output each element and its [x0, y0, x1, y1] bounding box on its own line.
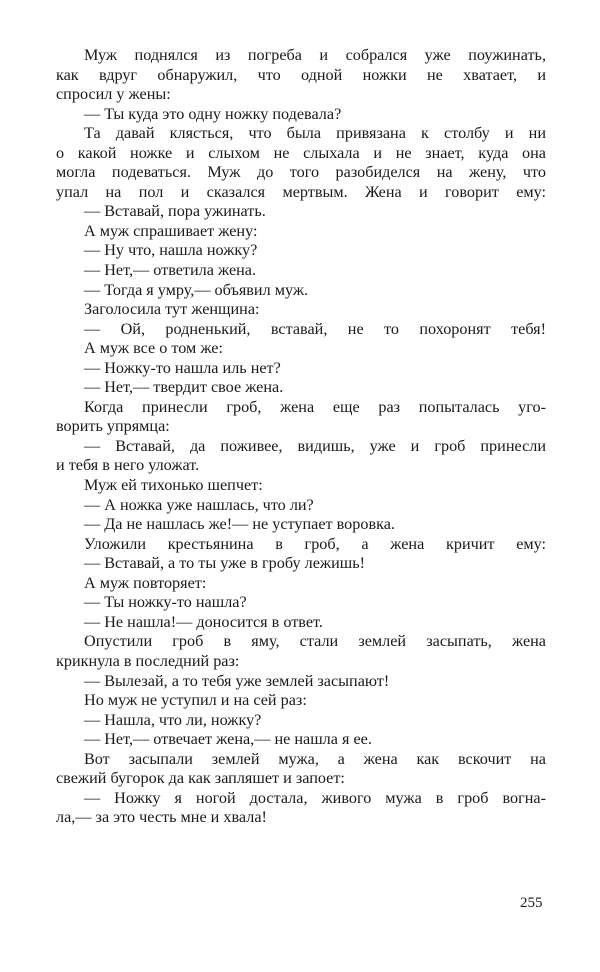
- text-line: и тебя в него уложат.: [56, 456, 200, 475]
- text-line: Когда принесли гроб, жена еще раз попыталась уго-: [84, 397, 546, 416]
- text-line: Уложили крестьянина в гроб, а жена кричит ему:: [84, 534, 546, 553]
- text-line: Вот засыпали землей мужа, а жена как вскочит на: [84, 749, 546, 768]
- text-line: свежий бугорок да как запляшет и запоет:: [56, 769, 345, 788]
- text-line: — Тогда я умру,— объявил муж.: [84, 280, 309, 299]
- text-line: о какой ножке и слыхом не слыхала и не знает, куда она: [56, 143, 546, 162]
- text-line: — Ну что, нашла ножку?: [84, 241, 258, 260]
- page-number: 255: [520, 895, 543, 911]
- text-line: — Нет,— ответила жена.: [84, 261, 257, 280]
- text-line: Заголосила тут женщина:: [84, 300, 260, 319]
- text-line: Та давай клясться, что была привязана к столбу и ни: [84, 124, 546, 143]
- text-line: упал на пол и сказался мертвым. Жена и говорит ему:: [56, 182, 546, 201]
- text-line: ла,— за это честь мне и хвала!: [56, 808, 267, 827]
- text-line: — Нет,— твердит свое жена.: [84, 378, 284, 397]
- text-line: как вдруг обнаружил, что одной ножки не хватает, и: [56, 65, 546, 84]
- text-line: А муж все о том же:: [84, 339, 223, 358]
- text-line: А муж повторяет:: [84, 573, 207, 592]
- text-line: Опустили гроб в яму, стали землей засыпать, жена: [84, 632, 546, 651]
- text-line: — Вставай, а то ты уже в гробу лежишь!: [84, 554, 365, 573]
- page-body: [56, 46, 546, 828]
- text-line: — Да не нашлась же!— не уступает воровка.: [84, 515, 395, 534]
- text-line: — Ты куда это одну ножку подевала?: [84, 104, 342, 123]
- text-line: могла подеваться. Муж до того разобиделся на жену, что: [56, 163, 546, 182]
- text-line: — Не нашла!— доносится в ответ.: [84, 612, 323, 631]
- text-line: Муж ей тихонько шепчет:: [84, 476, 263, 495]
- text-line: ворить упрямца:: [56, 417, 170, 436]
- text-line: — Вставай, пора ужинать.: [84, 202, 266, 221]
- text-line: — А ножка уже нашлась, что ли?: [84, 495, 314, 514]
- text-line: Муж поднялся из погреба и собрался уже поужинать,: [84, 46, 546, 64]
- text-line: Но муж не уступил и на сей раз:: [84, 691, 307, 710]
- text-line: — Вылезай, а то тебя уже землей засыпают!: [84, 671, 390, 690]
- text-line: — Вставай, да поживее, видишь, уже и гроб принесли: [84, 436, 546, 455]
- text-line: — Нет,— отвечает жена,— не нашла я ее.: [84, 730, 372, 749]
- text-line: — Нашла, что ли, ножку?: [84, 710, 262, 729]
- text-line: — Ты ножку-то нашла?: [84, 593, 247, 612]
- text-line: — Ножку-то нашла иль нет?: [84, 358, 281, 377]
- text-line: спросил у жены:: [56, 85, 171, 104]
- text-line: — Ой, родненький, вставай, не то похоронят тебя!: [84, 319, 546, 338]
- text-line: А муж спрашивает жену:: [84, 221, 258, 240]
- text-line: крикнула в последний раз:: [56, 651, 240, 670]
- text-line: — Ножку я ногой достала, живого мужа в гроб вогна-: [84, 788, 546, 807]
